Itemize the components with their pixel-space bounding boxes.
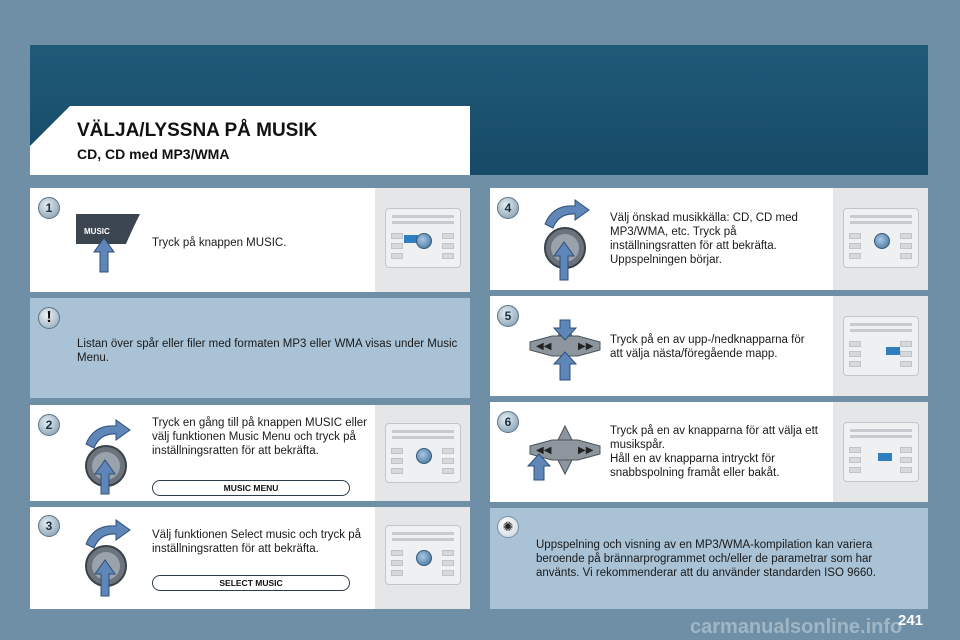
step-2-badge: 2: [38, 414, 60, 436]
radio-panel-icon: [843, 316, 919, 376]
rotary-knob-icon: [76, 418, 142, 496]
svg-text:◀◀: ◀◀: [536, 341, 552, 352]
step-6-text: Tryck på en av knapparna för att välja ett musikspår.: [610, 425, 818, 451]
radio-illustration: [833, 402, 928, 502]
page-number: 241: [898, 612, 924, 629]
radio-illustration: [375, 188, 470, 292]
page-title: VÄLJA/LYSSNA PÅ MUSIK: [77, 120, 318, 141]
menu-label-music-menu: MUSIC MENU: [152, 480, 350, 496]
step-4-text: Välj önskad musikkälla: CD, CD med MP3/WMA, etc. Tryck på inställningsratten för att bekräfta. Uppspelningen börjar.: [610, 212, 798, 266]
svg-text:▶▶: ▶▶: [578, 341, 594, 352]
step-5-badge: 5: [497, 305, 519, 327]
note-text: Listan över spår eller filer med formaten MP3 eller WMA visas under Music Menu.: [77, 338, 458, 364]
menu-label-select-music: SELECT MUSIC: [152, 575, 350, 591]
music-button-label: MUSIC: [84, 227, 110, 236]
exclamation-icon: !: [38, 307, 60, 329]
tip-text: Uppspelning och visning av en MP3/WMA-kompilation kan variera beroende på brännarprogrammet och/eller de parametrar som har använts. Vi rekommenderar att du använder standarden ISO 9660.: [536, 539, 876, 579]
radio-panel-icon: [385, 525, 461, 585]
svg-text:◀◀: ◀◀: [536, 445, 552, 456]
step-2-text: Tryck en gång till på knappen MUSIC eller välj funktionen Music Menu och tryck på inställningsratten för att bekräfta.: [152, 417, 367, 457]
page-subtitle: CD, CD med MP3/WMA: [77, 146, 230, 162]
direction-pad-icon: [522, 318, 608, 382]
radio-panel-icon: [385, 423, 461, 483]
step-4-badge: 4: [497, 197, 519, 219]
svg-text:▶▶: ▶▶: [578, 445, 594, 456]
direction-pad-icon: [522, 422, 608, 486]
arrow-keys-highlight: [886, 347, 900, 355]
radio-illustration: [833, 188, 928, 290]
music-button-icon: [74, 210, 144, 275]
step-3-text: Välj funktionen Select music och tryck på inställningsratten för att bekräfta.: [152, 529, 362, 555]
radio-illustration: [375, 507, 470, 609]
rotary-knob-icon: [535, 198, 601, 282]
step-5-text: Tryck på en av upp-/nedknapparna för att välja nästa/föregående mapp.: [610, 334, 805, 360]
step-6-text-2: Håll en av knapparna intryckt för snabbspolning framåt eller bakåt.: [610, 453, 780, 479]
radio-panel-icon: [843, 208, 919, 268]
arrow-keys-highlight: [878, 453, 892, 461]
step-6-badge: 6: [497, 411, 519, 433]
step-1-badge: 1: [38, 197, 60, 219]
radio-illustration: [375, 405, 470, 501]
radio-panel-icon: [843, 422, 919, 482]
step-3-badge: 3: [38, 515, 60, 537]
radio-illustration: [833, 296, 928, 396]
watermark: carmanualsonline.info: [690, 616, 903, 638]
rotary-knob-icon: [76, 518, 142, 598]
step-1-text: Tryck på knappen MUSIC.: [152, 237, 287, 249]
radio-panel-icon: [385, 208, 461, 268]
lightbulb-icon: ✺: [497, 516, 519, 538]
